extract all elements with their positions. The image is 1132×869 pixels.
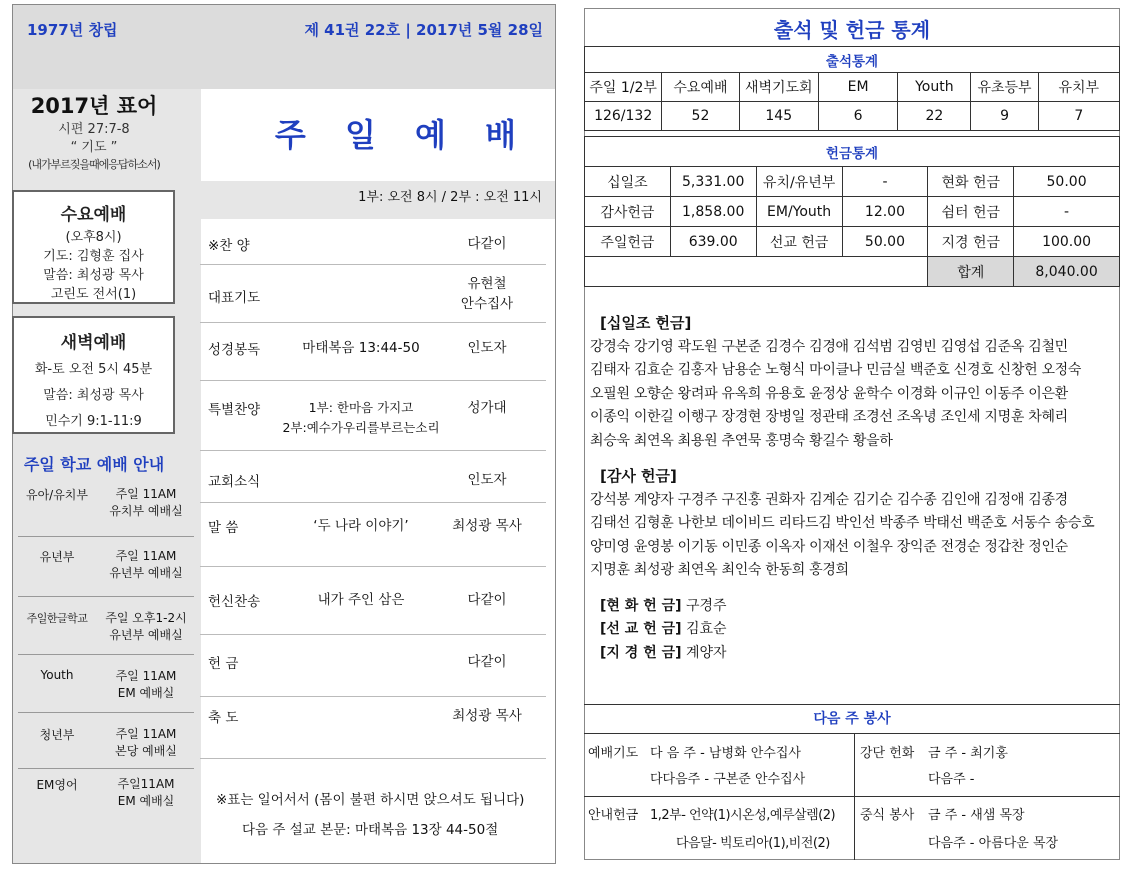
attendance-table bbox=[584, 46, 1120, 131]
school-room: 유년부 예배실 bbox=[109, 628, 183, 642]
attendance-value: 9 bbox=[971, 102, 1038, 131]
offering-cell: 12.00 bbox=[842, 197, 928, 227]
school-dept: 유년부 bbox=[39, 550, 75, 564]
prayer-label: 예배기도 bbox=[588, 746, 639, 761]
thanks-heading: [감사 헌금] bbox=[600, 467, 677, 485]
school-dept: 주일한글학교 bbox=[26, 612, 88, 625]
order-leader: 다같이 bbox=[467, 654, 507, 670]
attendance-value: 22 bbox=[898, 102, 971, 131]
usher-this: 1,2부- 언약(1)시온성,예루살렘(2) bbox=[650, 808, 836, 823]
dawn-time: 화-토 오전 5시 45분 bbox=[34, 362, 153, 377]
school-dept: 청년부 bbox=[39, 728, 75, 742]
school-dept: EM영어 bbox=[36, 778, 78, 792]
order-item: 헌신찬송 bbox=[208, 594, 261, 610]
divider bbox=[18, 536, 194, 537]
divider bbox=[200, 758, 546, 759]
order-leader: 다같이 bbox=[467, 236, 507, 252]
order-item: 특별찬양 bbox=[208, 402, 261, 418]
usher-next: 다음달- 빅토리아(1),비전(2) bbox=[676, 836, 830, 851]
divider bbox=[584, 796, 1120, 797]
issue-label: 제 41권 22호 | 2017년 5월 28일 bbox=[304, 21, 543, 39]
motto-note: (내가부르짖을때에응답하소서) bbox=[28, 158, 160, 171]
attendance-value: 126/132 bbox=[585, 102, 662, 131]
list-item: 양미영 윤영봉 이기동 이민종 이옥자 이재선 이철우 장익준 전경순 정갑찬 정인순 bbox=[590, 538, 1068, 555]
list-item: 김태자 김효순 김홍자 남용순 노형식 마이클나 민금실 백준호 신경호 신창헌 오정숙 bbox=[590, 362, 1082, 378]
flower-offering-line: [현 화 헌 금] 구경주 bbox=[600, 597, 727, 614]
offering-cell: - bbox=[842, 167, 928, 197]
school-room: 본당 예배실 bbox=[115, 744, 177, 758]
order-leader: 최성광 목사 bbox=[452, 518, 522, 534]
wednesday-service-box bbox=[12, 190, 175, 304]
divider bbox=[200, 380, 546, 381]
offering-table bbox=[584, 136, 1120, 287]
attendance-value: 52 bbox=[662, 102, 739, 131]
attendance-header: 주일 1/2부 bbox=[585, 73, 662, 102]
dawn-sermon: 말씀: 최성광 목사 bbox=[43, 388, 144, 403]
giver-list bbox=[590, 312, 1120, 665]
divider bbox=[200, 264, 546, 265]
offering-cell: 쉼터 헌금 bbox=[928, 197, 1014, 227]
school-room: EM 예배실 bbox=[117, 794, 175, 808]
offering-cell: 1,858.00 bbox=[670, 197, 756, 227]
school-time: 주일 오후1-2시 bbox=[105, 611, 187, 625]
school-dept: 유아/유치부 bbox=[25, 488, 88, 502]
divider bbox=[18, 768, 194, 769]
service-time: 1부: 오전 8시 / 2부 : 오전 11시 bbox=[358, 190, 542, 205]
meal-this: 금 주 - 새샘 목장 bbox=[928, 808, 1025, 823]
school-time: 주일 11AM bbox=[115, 487, 177, 501]
wednesday-scripture: 고린도 전서(1) bbox=[50, 287, 137, 302]
attendance-value: 6 bbox=[818, 102, 897, 131]
order-item: 헌 금 bbox=[208, 656, 239, 672]
list-item: 강경숙 강기영 곽도원 구본준 김경수 김경애 김석범 김영빈 김영섭 김준옥 김철민 bbox=[590, 338, 1068, 355]
offering-cell: 639.00 bbox=[670, 227, 756, 257]
border-offering-line: [지 경 헌 금] 계양자 bbox=[600, 644, 727, 661]
attendance-header: EM bbox=[818, 73, 897, 102]
sunday-school-title: 주일 학교 예배 안내 bbox=[23, 455, 165, 474]
stats-title: 출석 및 헌금 통계 bbox=[773, 18, 931, 42]
offering-cell: 현화 헌금 bbox=[928, 167, 1014, 197]
total-label: 합계 bbox=[928, 257, 1014, 287]
header-band bbox=[13, 5, 555, 89]
offering-cell: 50.00 bbox=[1014, 167, 1120, 197]
attendance-header: 유치부 bbox=[1038, 73, 1119, 102]
attendance-header: 유초등부 bbox=[971, 73, 1038, 102]
order-detail: ‘두 나라 이야기’ bbox=[313, 518, 409, 534]
school-time: 주일 11AM bbox=[115, 669, 177, 683]
order-item: 교회소식 bbox=[208, 474, 261, 490]
order-detail: 내가 주인 삼은 bbox=[317, 592, 405, 608]
total-spacer bbox=[585, 257, 928, 287]
total-value: 8,040.00 bbox=[1014, 257, 1120, 287]
divider bbox=[854, 734, 855, 860]
meal-next: 다음주 - 아름다운 목장 bbox=[928, 836, 1059, 851]
next-sermon-text: 다음 주 설교 본문: 마태복음 13장 44-50절 bbox=[242, 822, 499, 838]
order-leader: 유현철 안수집사 bbox=[460, 276, 514, 312]
attendance-header: 수요예배 bbox=[662, 73, 739, 102]
motto-reference: 시편 27:7-8 bbox=[58, 122, 130, 137]
order-leader: 최성광 목사 bbox=[452, 708, 522, 724]
divider bbox=[18, 596, 194, 597]
offering-cell: 선교 헌금 bbox=[756, 227, 842, 257]
order-leader: 다같이 bbox=[467, 592, 507, 608]
order-item: 말 씀 bbox=[208, 520, 239, 536]
offering-cell: 지경 헌금 bbox=[928, 227, 1014, 257]
offering-cell: 십일조 bbox=[585, 167, 671, 197]
flower-next: 다음주 - bbox=[928, 772, 975, 787]
offering-cell: EM/Youth bbox=[756, 197, 842, 227]
wednesday-title: 수요예배 bbox=[60, 205, 127, 225]
wednesday-sermon: 말씀: 최성광 목사 bbox=[43, 268, 144, 283]
order-item: 대표기도 bbox=[208, 290, 261, 306]
next-week-grid bbox=[584, 734, 1120, 860]
offering-cell: 5,331.00 bbox=[670, 167, 756, 197]
order-detail: 1부: 한마음 가지고 2부:예수가우리를부르는소리 bbox=[282, 400, 440, 435]
divider bbox=[18, 712, 194, 713]
order-item: ※찬 양 bbox=[208, 238, 250, 254]
attendance-value: 145 bbox=[739, 102, 818, 131]
attendance-header: 새벽기도회 bbox=[739, 73, 818, 102]
motto-subtitle: “ 기도 ” bbox=[70, 140, 118, 155]
offering-title: 헌금통계 bbox=[585, 137, 1120, 167]
list-item: 강석봉 계양자 구경주 구진홍 권화자 김계순 김기순 김수종 김인애 김정애 김종경 bbox=[590, 491, 1068, 508]
next-week-title: 다음 주 봉사 bbox=[584, 704, 1120, 734]
school-room: EM 예배실 bbox=[117, 686, 175, 700]
divider bbox=[200, 322, 546, 323]
attendance-value: 7 bbox=[1038, 102, 1119, 131]
list-item: 오필원 오향순 왕려파 유옥희 유용호 윤정상 윤학수 이경화 이규인 이동주 이은환 bbox=[590, 385, 1068, 402]
dawn-service-box bbox=[12, 316, 175, 434]
standing-note: ※표는 일어서서 (몸이 불편 하시면 앉으셔도 됩니다) bbox=[216, 792, 525, 808]
flower-label: 강단 헌화 bbox=[860, 746, 915, 761]
attendance-header: Youth bbox=[898, 73, 971, 102]
list-item: 최승욱 최연옥 최용원 추연묵 홍명숙 황길수 황을하 bbox=[590, 432, 893, 449]
school-room: 유년부 예배실 bbox=[109, 566, 183, 580]
school-time: 주일11AM bbox=[117, 777, 175, 791]
dawn-title: 새벽예배 bbox=[60, 333, 127, 353]
order-leader: 인도자 bbox=[467, 340, 507, 356]
prayer-next: 다 음 주 - 남병화 안수집사 bbox=[650, 746, 801, 761]
divider bbox=[200, 450, 546, 451]
divider bbox=[200, 502, 546, 503]
offering-cell: 100.00 bbox=[1014, 227, 1120, 257]
school-room: 유치부 예배실 bbox=[109, 504, 183, 518]
meal-label: 중식 봉사 bbox=[860, 808, 915, 823]
usher-label: 안내헌금 bbox=[588, 808, 639, 823]
divider bbox=[200, 696, 546, 697]
attendance-title: 출석통계 bbox=[585, 47, 1120, 73]
offering-cell: 유치/유년부 bbox=[756, 167, 842, 197]
school-dept: Youth bbox=[40, 668, 74, 682]
list-item: 지명훈 최성광 최연옥 최인숙 한동희 홍경희 bbox=[590, 562, 849, 578]
wednesday-prayer: 기도: 김형훈 집사 bbox=[43, 249, 144, 264]
founded-label: 1977년 창립 bbox=[27, 21, 118, 39]
list-item: 김태선 김형훈 나한보 데이비드 리타드김 박인선 박종주 박태선 백준호 서동수 송승호 bbox=[590, 515, 1095, 531]
school-time: 주일 11AM bbox=[115, 727, 177, 741]
school-time: 주일 11AM bbox=[115, 549, 177, 563]
divider bbox=[200, 566, 546, 567]
order-item: 축 도 bbox=[208, 710, 239, 726]
offering-cell: 50.00 bbox=[842, 227, 928, 257]
offering-cell: - bbox=[1014, 197, 1120, 227]
divider bbox=[18, 654, 194, 655]
dawn-scripture: 민수기 9:1-11:9 bbox=[45, 414, 142, 429]
tithe-heading: [십일조 헌금] bbox=[600, 314, 692, 332]
wednesday-time: (오후8시) bbox=[65, 230, 122, 245]
divider bbox=[200, 634, 546, 635]
offering-cell: 주일헌금 bbox=[585, 227, 671, 257]
order-leader: 성가대 bbox=[467, 400, 507, 416]
order-leader: 인도자 bbox=[467, 472, 507, 488]
offering-cell: 감사헌금 bbox=[585, 197, 671, 227]
list-item: 이종익 이한길 이행구 장경현 장병일 정관태 조경선 조옥녕 조인세 지명훈 차혜리 bbox=[590, 409, 1068, 425]
mission-offering-line: [선 교 헌 금] 김효순 bbox=[600, 621, 727, 637]
flower-this: 금 주 - 최기홍 bbox=[928, 746, 1008, 761]
service-title: 주 일 예 배 bbox=[274, 116, 530, 154]
prayer-after: 다다음주 - 구본준 안수집사 bbox=[650, 772, 806, 787]
motto-year: 2017년 표어 bbox=[30, 94, 158, 118]
order-detail: 마태복음 13:44-50 bbox=[302, 340, 420, 356]
order-item: 성경봉독 bbox=[208, 342, 261, 358]
